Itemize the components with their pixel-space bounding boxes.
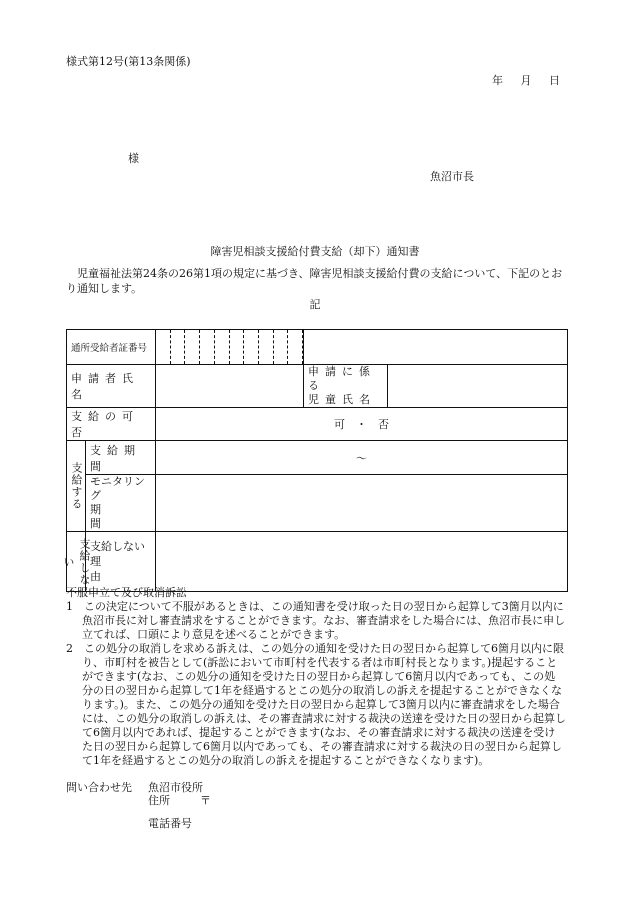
- contact-block: [66, 781, 211, 830]
- cert-number-row: [67, 330, 568, 365]
- ki-mark: 記: [309, 298, 321, 311]
- approval-label: 支給の可否: [67, 408, 156, 441]
- document-title: 障害児相談支援給付費支給（却下）通知書: [210, 245, 420, 258]
- child-name-label: [304, 365, 388, 408]
- contact-office: 魚沼市役所: [148, 781, 203, 794]
- reason-label-line1: 支給しない: [90, 540, 145, 553]
- monitoring-label-line1: モニタリング: [90, 475, 145, 502]
- postal-mark: 〒: [200, 794, 211, 807]
- addressee-suffix: 様: [128, 152, 139, 165]
- contact-phone-label: 電話番号: [148, 817, 192, 830]
- reason-label-line2: 理由: [90, 555, 131, 583]
- notes-heading: 不服申立て及び取消訴訟: [66, 586, 187, 599]
- monitoring-label: [86, 475, 156, 532]
- issuer-name: 魚沼市長: [430, 170, 474, 183]
- notice-table: [62, 329, 568, 592]
- cert-number-cells[interactable]: [156, 330, 304, 365]
- form-number: 様式第12号(第13条関係): [66, 55, 191, 68]
- provide-group-label: 支給する: [67, 441, 86, 532]
- monitoring-value[interactable]: [156, 475, 568, 532]
- approval-row: [67, 408, 568, 441]
- contact-office-line: [66, 781, 211, 794]
- applicant-row: [67, 365, 568, 408]
- monitoring-row: [67, 475, 568, 532]
- period-label: 支給期間: [86, 441, 156, 475]
- not-provide-row: [67, 532, 568, 592]
- approval-value[interactable]: 可 ・ 否: [156, 408, 568, 441]
- period-value[interactable]: ～: [156, 441, 568, 475]
- contact-label: 問い合わせ先: [66, 781, 132, 794]
- reason-label: [86, 532, 156, 592]
- period-row: [67, 441, 568, 475]
- cert-number-blank: [304, 330, 568, 365]
- not-group-label: 支給しない: [67, 532, 86, 592]
- reason-value[interactable]: [156, 532, 568, 592]
- intro-paragraph: 児童福祉法第24条の26第1項の規定に基づき、障害児相談支援給付費の支給について、下記のとおり通知します。: [66, 267, 563, 295]
- contact-address-label: 住所: [148, 794, 170, 807]
- applicant-name-field[interactable]: [156, 365, 304, 408]
- child-name-label-line1: 申請に係る: [308, 365, 377, 392]
- applicant-name-label: 申請者氏名: [67, 365, 156, 408]
- notes-item-1: 1 この決定について不服があるときは、この通知書を受け取った日の翌日から起算して3箇月以内に魚沼市長に対し審査請求をすることができます。なお、審査請求をした場合には、魚沼市長に申し立てれば、口頭により意見を述べることができます。: [66, 600, 566, 641]
- child-name-label-line2: 児童氏名: [308, 393, 377, 406]
- child-name-field[interactable]: [388, 365, 568, 408]
- contact-phone-line: [66, 817, 211, 830]
- cert-number-label: 通所受給者証番号: [67, 330, 156, 365]
- issue-date: 年 月 日: [492, 74, 560, 87]
- monitoring-label-line2: 期間: [90, 503, 131, 530]
- appeal-notes: [66, 586, 566, 768]
- notes-item-2: 2 この処分の取消しを求める訴えは、この処分の通知を受けた日の翌日から起算して6箇月以内に限り、市町村を被告として(訴訟において市町村を代表する者は市町村長となります。)提起することができます(なお、この処分の通知を受けた日の翌日から起算して6箇月以内であっても、この処分の日の翌日から起算して1年を経過するとこの処分の取消しの訴えを提起することができなくなります。)。また、この処分の通知を受けた日の翌日から起算して3箇月以内に審査請求をした場合には、この処分の取消しの訴えは、その審査請求に対する裁決の送達を受けた日の翌日から起算して6箇月以内であれば、提起することができます(なお、その審査請求に対する裁決の送達を受けた日の翌日から起算して6箇月以内であっても、その審査請求に対する裁決の日の翌日から起算して1年を経過するとこの処分の取消しの訴えを提起することができなくなります)。: [66, 642, 566, 767]
- contact-address-line: [66, 794, 211, 807]
